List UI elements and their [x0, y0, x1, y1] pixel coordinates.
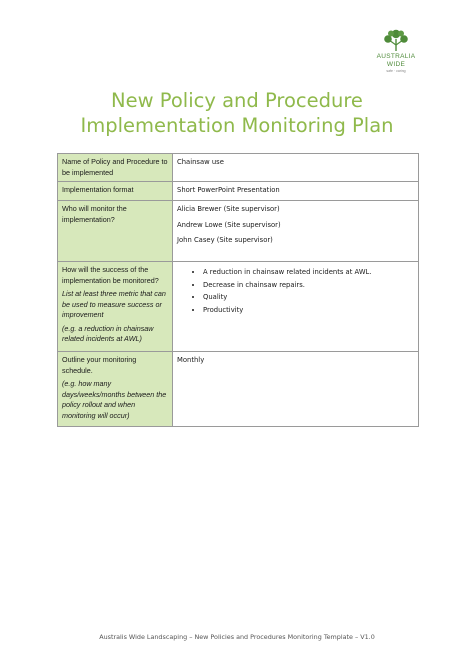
tree-icon — [381, 28, 411, 52]
table-row — [58, 201, 419, 262]
company-logo — [364, 28, 428, 80]
monitor-person: Andrew Lowe (Site supervisor) — [177, 220, 281, 229]
title-line-2: Implementation Monitoring Plan — [80, 114, 394, 137]
success-value — [173, 262, 419, 352]
table-row — [58, 182, 419, 201]
policy-name-value: Chainsaw use — [173, 154, 419, 182]
schedule-example: (e.g. how many days/weeks/months between the policy rollout and when monitoring will occur) — [62, 379, 167, 420]
document-title — [40, 88, 434, 138]
table-row — [58, 154, 419, 182]
schedule-question: Outline your monitoring schedule. — [62, 355, 137, 375]
title-line-1: New Policy and Procedure — [111, 89, 363, 112]
success-label — [58, 262, 173, 352]
success-question: How will the success of the implementation be monitored? — [62, 265, 159, 285]
logo-name-line1: AUSTRALIA — [376, 53, 416, 60]
logo-name-line2: WIDE — [386, 61, 406, 68]
list-item: • Productivity — [203, 305, 414, 316]
schedule-label — [58, 352, 173, 427]
success-note: List at least three metric that can be used to measure success or improvement — [62, 289, 166, 319]
table-row — [58, 262, 419, 352]
success-metrics-list — [177, 267, 414, 315]
page-footer: Australis Wide Landscaping – New Policies and Procedures Monitoring Template – V1.0 — [99, 633, 375, 641]
format-label: Implementation format — [58, 182, 173, 201]
success-example: (e.g. a reduction in chainsaw related incidents at AWL) — [62, 323, 154, 343]
list-item: • Decrease in chainsaw repairs. — [203, 280, 414, 291]
policy-name-label: Name of Policy and Procedure to be implemented — [58, 154, 173, 182]
schedule-value: Monthly — [173, 352, 419, 427]
monitor-person: Alicia Brewer (Site supervisor) — [177, 205, 280, 213]
monitor-person: John Casey (Site supervisor) — [177, 236, 273, 244]
format-value: Short PowerPoint Presentation — [173, 182, 419, 201]
monitoring-plan-table — [57, 153, 419, 427]
monitor-value — [173, 201, 419, 262]
table-row — [58, 352, 419, 427]
monitor-label: Who will monitor the implementation? — [58, 201, 173, 262]
list-item: • Quality — [203, 292, 414, 303]
logo-tagline: safe · caring — [386, 69, 406, 73]
list-item: • A reduction in chainsaw related incidents at AWL. — [203, 267, 414, 278]
